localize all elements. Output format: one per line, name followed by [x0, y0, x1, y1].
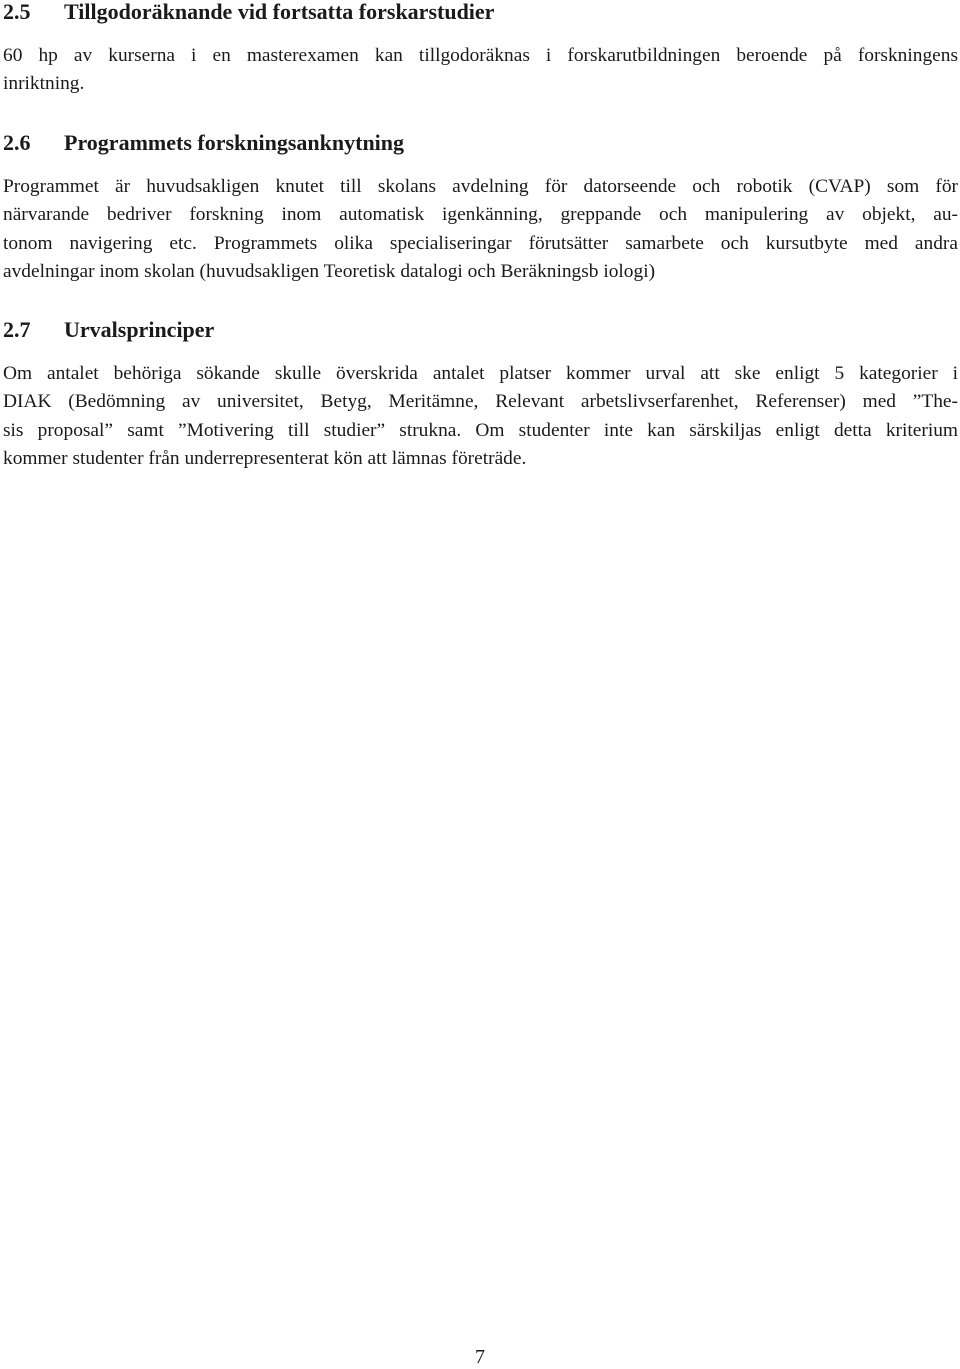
section-heading-2-6: [3, 129, 404, 157]
paragraph-line: avdelningar inom skolan (huvudsakligen Teoretisk datalogi och Beräkningsb iologi): [3, 261, 656, 283]
section-title: Programmets forskningsanknytning: [64, 130, 405, 155]
section-heading-2-5: [3, 0, 494, 26]
page-number: 7: [475, 1346, 485, 1368]
paragraph-line: Programmet är huvudsakligen knutet till skolans avdelning för datorseende och robotik (CVAP) som för: [3, 176, 958, 197]
section-number: 2.7: [3, 317, 31, 342]
section-paragraph-2-7: [3, 360, 958, 474]
paragraph-line: tonom navigering etc. Programmets olika specialiseringar förutsätter samarbete och kursutbyte med andra: [3, 232, 958, 254]
section-number: 2.6: [3, 130, 31, 155]
paragraph-line: inriktning.: [3, 73, 85, 95]
section-title: Urvalsprinciper: [64, 317, 215, 342]
section-heading-2-7: [3, 316, 214, 344]
section-paragraph-2-6: [3, 173, 958, 287]
section-paragraph-2-5: [3, 42, 958, 99]
paragraph-line: DIAK (Bedömning av universitet, Betyg, Meritämne, Relevant arbetslivserfarenhet, Referenser) med ”The-: [3, 391, 958, 413]
section-number: 2.5: [3, 0, 31, 24]
paragraph-line: Om antalet behöriga sökande skulle överskrida antalet platser kommer urval att ske enligt 5 kategorier i: [3, 363, 958, 384]
paragraph-line: kommer studenter från underrepresenterat kön att lämnas företräde.: [3, 448, 527, 470]
paragraph-line: sis proposal” samt ”Motivering till studier” strukna. Om studenter inte kan särskiljas enligt detta kriterium: [3, 419, 958, 441]
paragraph-line: 60 hp av kurserna i en masterexamen kan tillgodoräknas i forskarutbildningen beroende på forskningens: [3, 45, 958, 66]
section-title: Tillgodoräknande vid fortsatta forskarstudier: [64, 0, 495, 24]
paragraph-line: närvarande bedriver forskning inom automatisk igenkänning, greppande och manipulering av objekt, au-: [3, 204, 958, 226]
